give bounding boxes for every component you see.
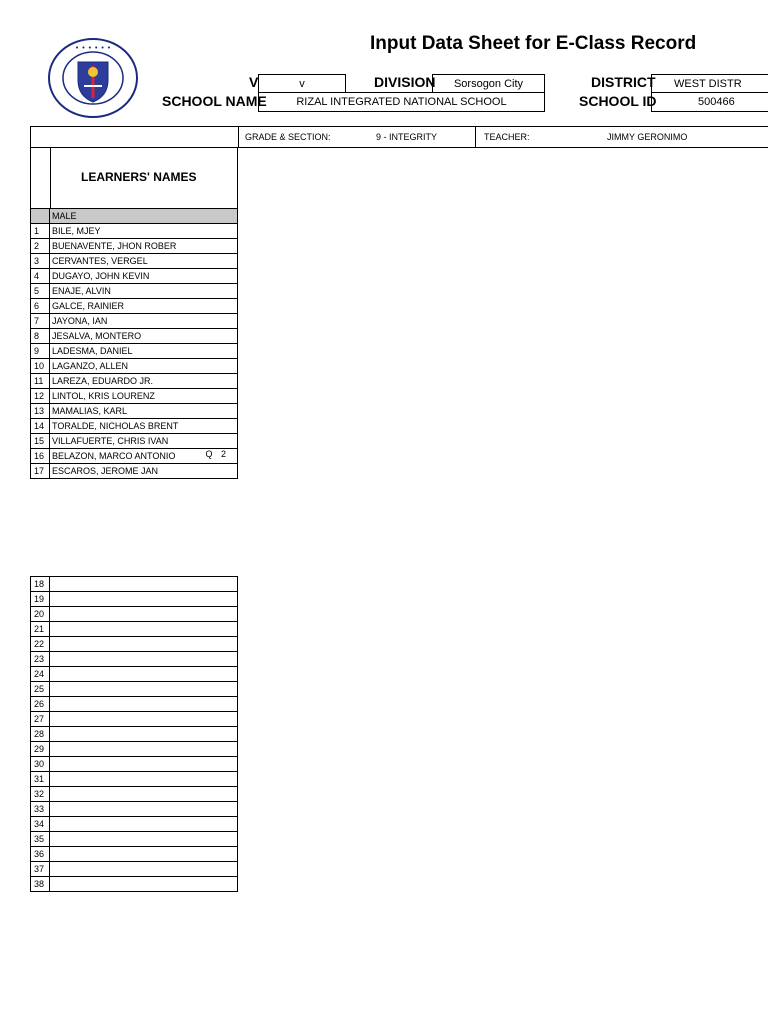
table-row (31, 847, 238, 862)
learner-name-cell[interactable] (50, 682, 238, 697)
learner-name: BILE, MJEY (52, 226, 101, 236)
row-number: 31 (31, 772, 50, 787)
table-row (31, 592, 238, 607)
table-row (31, 637, 238, 652)
row-number: 35 (31, 832, 50, 847)
class-info-bar (30, 126, 768, 148)
learner-name: VILLAFUERTE, CHRIS IVAN (52, 436, 169, 446)
school-name-label: SCHOOL NAME (162, 93, 267, 109)
learner-name-cell[interactable] (50, 224, 238, 239)
row-number: 38 (31, 877, 50, 892)
table-row (31, 742, 238, 757)
row-number: 37 (31, 862, 50, 877)
row-number: 11 (31, 374, 50, 389)
row-number: 2 (31, 239, 50, 254)
row-number: 28 (31, 727, 50, 742)
row-number: 6 (31, 299, 50, 314)
row-number: 1 (31, 224, 50, 239)
learner-name-cell[interactable] (50, 772, 238, 787)
learner-name-cell[interactable] (50, 434, 238, 449)
table-row (31, 622, 238, 637)
row-number: 18 (31, 577, 50, 592)
table-row (31, 434, 238, 449)
learners-header-block (30, 147, 238, 209)
grade-section-label: GRADE & SECTION: (245, 132, 331, 142)
table-row (31, 817, 238, 832)
table-row (31, 727, 238, 742)
learner-name-cell[interactable] (50, 592, 238, 607)
table-row (31, 374, 238, 389)
row-number: 3 (31, 254, 50, 269)
table-row (31, 652, 238, 667)
learner-name: TORALDE, NICHOLAS BRENT (52, 421, 179, 431)
table-row (31, 802, 238, 817)
row-number: 36 (31, 847, 50, 862)
row-number: 8 (31, 329, 50, 344)
learner-name-cell[interactable] (50, 404, 238, 419)
division-field[interactable]: Sorsogon City (432, 74, 545, 93)
teacher-label: TEACHER: (484, 132, 530, 142)
learner-name-cell[interactable] (50, 607, 238, 622)
male-section-num (31, 209, 50, 224)
learner-name: LINTOL, KRIS LOURENZ (52, 391, 155, 401)
table-row (31, 239, 238, 254)
deped-seal-logo (46, 36, 140, 120)
page-title: Input Data Sheet for E-Class Record (370, 33, 697, 54)
learner-name-cell[interactable] (50, 622, 238, 637)
learner-name-cell[interactable] (50, 787, 238, 802)
learner-name: MAMALIAS, KARL (52, 406, 128, 416)
table-row (31, 329, 238, 344)
table-row (31, 404, 238, 419)
learner-name-cell[interactable] (50, 847, 238, 862)
row-number: 7 (31, 314, 50, 329)
male-section-row (31, 209, 238, 224)
learner-name-cell[interactable] (50, 374, 238, 389)
table-row (31, 697, 238, 712)
table-row (31, 389, 238, 404)
table-row (31, 314, 238, 329)
table-row (31, 577, 238, 592)
school-name-field[interactable]: RIZAL INTEGRATED NATIONAL SCHOOL (258, 92, 545, 112)
class-info-divider (238, 127, 239, 148)
region-field[interactable]: v (258, 74, 346, 93)
learner-name-cell[interactable] (50, 817, 238, 832)
learner-name: GALCE, RAINIER (52, 301, 125, 311)
learner-name-cell[interactable] (50, 757, 238, 772)
row-number: 24 (31, 667, 50, 682)
learner-name-cell[interactable] (50, 359, 238, 374)
row-number: 20 (31, 607, 50, 622)
table-row (31, 224, 238, 239)
learner-name: LAGANZO, ALLEN (52, 361, 129, 371)
table-row (31, 464, 238, 479)
learner-name-cell[interactable] (50, 464, 238, 479)
learner-name-cell[interactable] (50, 802, 238, 817)
row-number: 21 (31, 622, 50, 637)
school-id-field[interactable]: 500466 (651, 92, 768, 112)
table-row (31, 862, 238, 877)
learner-name-cell[interactable] (50, 697, 238, 712)
row-number: 19 (31, 592, 50, 607)
row-number: 16 (31, 449, 50, 464)
learner-name-cell[interactable] (50, 577, 238, 592)
learner-name-cell[interactable] (50, 727, 238, 742)
row-number: 30 (31, 757, 50, 772)
school-id-label: SCHOOL ID (579, 93, 657, 109)
table-row (31, 667, 238, 682)
table-row (31, 772, 238, 787)
table-row (31, 712, 238, 727)
learner-name-cell[interactable] (50, 712, 238, 727)
learner-name-cell[interactable] (50, 667, 238, 682)
learner-name-cell[interactable] (50, 637, 238, 652)
learner-name: CERVANTES, VERGEL (52, 256, 148, 266)
quarter-mark: Q 2 (205, 449, 229, 459)
learner-name: LAREZA, EDUARDO JR. (52, 376, 154, 386)
class-info-divider (475, 127, 476, 148)
row-number: 33 (31, 802, 50, 817)
row-number: 4 (31, 269, 50, 284)
table-row (31, 832, 238, 847)
teacher-value[interactable]: JIMMY GERONIMO (607, 132, 688, 142)
district-field[interactable]: WEST DISTR (651, 74, 768, 93)
row-number: 29 (31, 742, 50, 757)
male-learners-table (30, 208, 238, 479)
learner-name: ENAJE, ALVIN (52, 286, 111, 296)
learner-name-cell[interactable] (50, 449, 238, 464)
row-number: 10 (31, 359, 50, 374)
row-number: 22 (31, 637, 50, 652)
learner-name: DUGAYO, JOHN KEVIN (52, 271, 150, 281)
row-number: 5 (31, 284, 50, 299)
learner-name-cell[interactable] (50, 269, 238, 284)
learner-name: BELAZON, MARCO ANTONIO (52, 451, 176, 461)
male-section-label: MALE (50, 209, 238, 224)
table-row (31, 607, 238, 622)
learner-name-cell[interactable] (50, 254, 238, 269)
learner-name: LADESMA, DANIEL (52, 346, 133, 356)
learner-name-cell[interactable] (50, 284, 238, 299)
learner-name-cell[interactable] (50, 329, 238, 344)
table-row (31, 757, 238, 772)
additional-learners-table (30, 576, 238, 892)
table-row (31, 877, 238, 892)
learner-name-cell[interactable] (50, 299, 238, 314)
table-row (31, 419, 238, 434)
learner-name-cell[interactable] (50, 314, 238, 329)
row-number: 26 (31, 697, 50, 712)
learners-names-heading: LEARNERS' NAMES (81, 170, 197, 184)
table-row (31, 787, 238, 802)
row-number: 32 (31, 787, 50, 802)
table-row (31, 449, 238, 464)
division-label: DIVISION (374, 74, 436, 90)
table-row (31, 284, 238, 299)
row-number: 27 (31, 712, 50, 727)
learners-header-divider (50, 147, 51, 209)
learner-name-cell[interactable] (50, 239, 238, 254)
row-number: 13 (31, 404, 50, 419)
table-row (31, 254, 238, 269)
table-row (31, 359, 238, 374)
learner-name: JESALVA, MONTERO (52, 331, 142, 341)
learner-name-cell[interactable] (50, 389, 238, 404)
row-number: 17 (31, 464, 50, 479)
row-number: 14 (31, 419, 50, 434)
district-label: DISTRICT (591, 74, 656, 90)
learner-name: ESCAROS, JEROME JAN (52, 466, 159, 476)
learner-name-cell[interactable] (50, 862, 238, 877)
learner-name: JAYONA, IAN (52, 316, 108, 326)
row-number: 25 (31, 682, 50, 697)
row-number: 12 (31, 389, 50, 404)
table-row (31, 299, 238, 314)
grade-section-value[interactable]: 9 - INTEGRITY (376, 132, 438, 142)
table-row (31, 682, 238, 697)
region-label: V (249, 74, 259, 90)
row-number: 15 (31, 434, 50, 449)
learner-name-cell[interactable] (50, 344, 238, 359)
learner-name-cell[interactable] (50, 742, 238, 757)
learner-name: BUENAVENTE, JHON ROBER (52, 241, 177, 251)
learner-name-cell[interactable] (50, 832, 238, 847)
learner-name-cell[interactable] (50, 652, 238, 667)
row-number: 34 (31, 817, 50, 832)
table-row (31, 269, 238, 284)
table-row (31, 344, 238, 359)
svg-text:• • • • • •: • • • • • • (75, 44, 111, 52)
learner-name-cell[interactable] (50, 877, 238, 892)
row-number: 23 (31, 652, 50, 667)
learner-name-cell[interactable] (50, 419, 238, 434)
row-number: 9 (31, 344, 50, 359)
